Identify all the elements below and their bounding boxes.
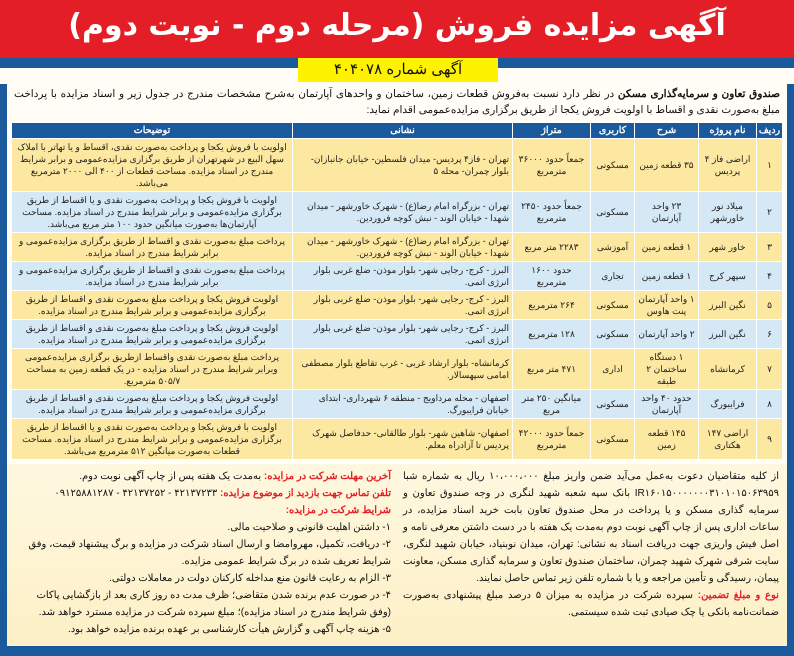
column-header: نشانی [293,123,513,139]
table-header [12,123,783,139]
condition-item: ۲- دریافت، تکمیل، مهروامضا و ارسال اسناد شرکت در مزایده و برگ پیشنهاد قیمت، وفق شرایط تعریف شده در برگ شرایط عمومی مزایده. [28,539,391,567]
table-row [12,139,783,192]
table-row [12,291,783,320]
table-cell: جمعاً حدود ۲۴۵۰ مترمربع [513,192,591,233]
table-row [12,320,783,349]
condition-item: ۳- الزام به رعایت قانون منع مداخله کارکنان دولت در معاملات دولتی. [109,573,391,584]
column-header: شرح [635,123,699,139]
table-row [12,419,783,460]
table-cell: خاور شهر [699,233,757,262]
table-cell: ۸ [757,390,783,419]
table-cell: ۵ [757,291,783,320]
table-cell: ۱۲۸ مترمربع [513,320,591,349]
column-header: کاربری [591,123,635,139]
bottom-section [7,464,787,646]
table-cell: ۱ [757,139,783,192]
table-row [12,233,783,262]
conditions-list [15,519,391,638]
table-cell: ۳۵ قطعه زمین [635,139,699,192]
table-cell: کرمانشاه- بلوار ارشاد غربی - غرب تقاطع بلوار مصطفی امامی سپهسالار. [293,349,513,390]
table-cell: البرز - کرج- رجایی شهر- بلوار موذن- ضلع غربی بلوار انرژی اتمی. [293,320,513,349]
table-cell: ۶ [757,320,783,349]
table-cell: تهران - فاز۴ پردیس- میدان فلسطین- خیابان جانبازان- بلوار چمران- محله ۵ [293,139,513,192]
table-cell: ۲۳ واحد آپارتمان [635,192,699,233]
table-cell: کرمانشاه [699,349,757,390]
table-cell: اولویت با فروش یکجا و پرداخت به‌صورت نقدی و یا اقساط از طریق برگزاری مزایده‌عمومی و برابر شرایط مندرج در اسناد مزایده. مساحت قطعات به‌صورت میانگین ۵۱۲ مترمربع می‌باشد. [12,419,293,460]
table-cell: ۹ [757,419,783,460]
table-cell: حدود ۴۰ واحد آپارتمان [635,390,699,419]
column-header: نام پروژه [699,123,757,139]
table-cell: آموزشی [591,233,635,262]
guarantee-label: نوع و مبلغ تضمین: [697,590,779,601]
properties-table [11,122,783,460]
header-banner [0,0,794,84]
table-cell: ۲ [757,192,783,233]
condition-item: ۵- هزینه چاپ آگهی و گزارش هیأت کارشناسی بر عهده برنده مزایده خواهد بود. [67,624,391,635]
table-cell: ۲۲۸۳ متر مربع [513,233,591,262]
deadline-label: آخرین مهلت شرکت در مزایده: [263,471,391,482]
table-cell: ۲ واحد آپارتمان [635,320,699,349]
table-cell: اولویت با فروش یکجا و پرداخت به‌صورت نقدی، اقساط و یا تهاتر با املاک سهل البیع در شهرتهران از طریق برگزاری مزایده‌عمومی و برابر شرایط مندرج در اسناد مزایده. مساحت قطعات از ۴۰۰ الی ۲۰۰۰ مترمربع می‌باشد. [12,139,293,192]
table-cell: اولویت با فروش یکجا و پرداخت به‌صورت نقدی و یا اقساط از طریق برگزاری مزایده‌عمومی و برابر شرایط مندرج در اسناد مزایده. مساحت آپارتمان‌ها به‌صورت میانگین حدود ۱۰۰ متر مربع می‌باشد. [12,192,293,233]
guarantee-text: سپرده شرکت در مزایده به میزان ۵ درصد مبلغ پیشنهادی به‌صورت ضمانت‌نامه بانکی یا چک صیادی ثبت شده سیستمی. [403,590,779,618]
table-cell: فرایبورگ [699,390,757,419]
table-cell: پرداخت مبلغ به‌صورت نقدی و اقساط از طریق برگزاری مزایده‌عمومی و برابر شرایط مندرج در اسناد مزایده. [12,262,293,291]
table-cell: نگین البرز [699,320,757,349]
org-name: صندوق تعاون و سرمایه‌گذاری مسکن [617,88,780,100]
table-cell: اولویت فروش یکجا و پرداخت مبلغ به‌صورت نقدی و اقساط از طریق برگزاری مزایده‌عمومی و برابر شرایط مندرج در اسناد مزایده. [12,320,293,349]
intro-body: در نظر دارد نسبت به‌فروش قطعات زمین، ساختمان و واحدهای آپارتمان به‌شرح مشخصات مندرج در جدول زیر و اسناد مزایده با پرداخت مبلغ به‌صورت نقدی و اقساط با اولویت فروش یکجا از طریق برگزاری مزایده‌عمومی اقدام نماید: [14,88,780,116]
table-cell: تهران - بزرگراه امام رضا(ع) - شهرک خاورشهر - میدان شهدا - خیابان الوند - نبش کوچه فروردین. [293,233,513,262]
table-cell: مسکونی [591,320,635,349]
table-cell: پرداخت مبلغ به‌صورت نقدی و اقساط از طریق برگزاری مزایده‌عمومی و برابر شرایط مندرج در اسناد مزایده. [12,233,293,262]
table-cell: اولویت فروش یکجا و پرداخت مبلغ به‌صورت نقدی و اقساط از طریق برگزاری مزایده‌عمومی و برابر شرایط مندرج در اسناد مزایده. [12,390,293,419]
ad-number: آگهی شماره ۴۰۴۰۷۸ [298,58,498,82]
table-row [12,349,783,390]
table-row [12,192,783,233]
table-row [12,262,783,291]
table-cell: اداری [591,349,635,390]
table-cell: ۱۴۵ قطعه زمین [635,419,699,460]
instructions-text: از کلیه متقاضیان دعوت به‌عمل می‌آید ضمن واریز مبلغ ۱۰،۰۰۰،۰۰۰ ریال به شماره شبا IR۱۶۰۱۵۰۰۰۰۰۰۰۳۱۰۱۰۱۵۰۶۳۹۵۹ بانک سپه شعبه شهید لنگری در وجه صندوق تعاون و سرمایه گذاری مسکن و یا پرداخت در محل صندوق تعاون بابت خرید اسناد مزایده، در ساعات اداری پس از چاپ آگهی نوبت دوم به‌مدت یک هفته با در دست داشتن معرفی نامه و اصل فیش واریزی جهت دریافت اسناد به نشانی: تهران، میدان نوبنیاد، خیابان شهید لنگری، سایت شرقی شهرک شهید چمران، ساختمان صندوق تعاون و سرمایه گذاری مسکن، معاونت پیمان، رسیدگی و تأمین مراجعه و یا با شماره تلفن زیر تماس حاصل نمایند. [403,471,779,584]
intro-text [7,84,787,122]
table-cell: سپهر کرج [699,262,757,291]
table-cell: مسکونی [591,192,635,233]
table-cell: ۱ قطعه زمین [635,233,699,262]
table-cell: حدود ۱۶۰۰ مترمربع [513,262,591,291]
phone-text: ۴۲۱۳۷۲۳۳ - ۴۲۱۳۷۲۵۲ - ۰۹۱۲۵۸۸۱۲۸۷ [54,488,220,499]
table-cell: اراضی فاز ۴ پردیس [699,139,757,192]
table-cell: مسکونی [591,390,635,419]
table-cell: ۱ دستگاه ساختمان ۲ طبقه [635,349,699,390]
column-header: ردیف [757,123,783,139]
condition-item: ۴- در صورت عدم برنده شدن متقاضی؛ ظرف مدت ده روز کاری بعد از بازگشایی پاکات (وفق شرایط مندرج در اسناد مزایده)؛ مبلغ سپرده شرکت در مزایده مسترد خواهد شد. [36,590,391,618]
table-cell: مسکونی [591,139,635,192]
table-cell: ۳ [757,233,783,262]
table-cell: مسکونی [591,291,635,320]
ad-title: آگهی مزایده فروش (مرحله دوم - نوبت دوم) [68,8,726,43]
table-cell: تجاری [591,262,635,291]
table-cell: اولویت فروش یکجا و پرداخت مبلغ به‌صورت نقدی و اقساط از طریق برگزاری مزایده‌عمومی و برابر شرایط مندرج در اسناد مزایده. [12,291,293,320]
table-cell: نگین البرز [699,291,757,320]
table-row [12,390,783,419]
conditions-label: شرایط شرکت در مزایده: [285,505,391,516]
column-header: متراژ [513,123,591,139]
table-cell: جمعاً حدود ۳۶۰۰۰ مترمربع [513,139,591,192]
condition-item: ۱- داشتن اهلیت قانونی و صلاحیت مالی. [227,522,391,533]
deadline-text: به‌مدت یک هفته پس از چاپ آگهی نوبت دوم. [79,471,264,482]
table-cell: ۷ [757,349,783,390]
table-cell: جمعاً حدود ۴۲۰۰۰ مترمربع [513,419,591,460]
table-cell: ۴۷۱ متر مربع [513,349,591,390]
table-cell: پرداخت مبلغ به‌صورت نقدی واقساط ازطریق برگزاری مزایده‌عمومی وبرابر شرایط مندرج در اسناد مزایده - در یک قطعه زمین به مساحت ۵۰۵/۷ مترمربع. [12,349,293,390]
table-cell: البرز - کرج- رجایی شهر- بلوار موذن- ضلع غربی بلوار انرژی اتمی. [293,262,513,291]
table-cell: ۲۶۴ مترمربع [513,291,591,320]
table-cell: مسکونی [591,419,635,460]
table-cell: ۴ [757,262,783,291]
table-cell: اصفهان - محله مرداویج - منطقه ۶ شهرداری- ابتدای خیابان فرایبورگ. [293,390,513,419]
table-cell: ۱ قطعه زمین [635,262,699,291]
table-cell: البرز - کرج- رجایی شهر- بلوار موذن- ضلع غربی بلوار انرژی اتمی. [293,291,513,320]
purchase-instructions [403,468,779,638]
table-cell: میانگین ۲۵۰ متر مربع [513,390,591,419]
table-cell: اصفهان- شاهین شهر- بلوار طالقانی- حدفاصل شهرک پردیس تا آزادراه معلم. [293,419,513,460]
auction-conditions [15,468,391,638]
table-cell: میلاد نور خاورشهر [699,192,757,233]
table-cell: ۱ واحد آپارتمان پنت هاوس [635,291,699,320]
column-header: توضیحات [12,123,293,139]
table-cell: تهران - بزرگراه امام رضا(ع) - شهرک خاورشهر - میدان شهدا - خیابان الوند - نبش کوچه فروردین. [293,192,513,233]
phone-label: تلفن تماس جهت بازدید از موضوع مزایده: [219,488,391,499]
table-cell: اراضی ۱۴۷ هکتاری [699,419,757,460]
